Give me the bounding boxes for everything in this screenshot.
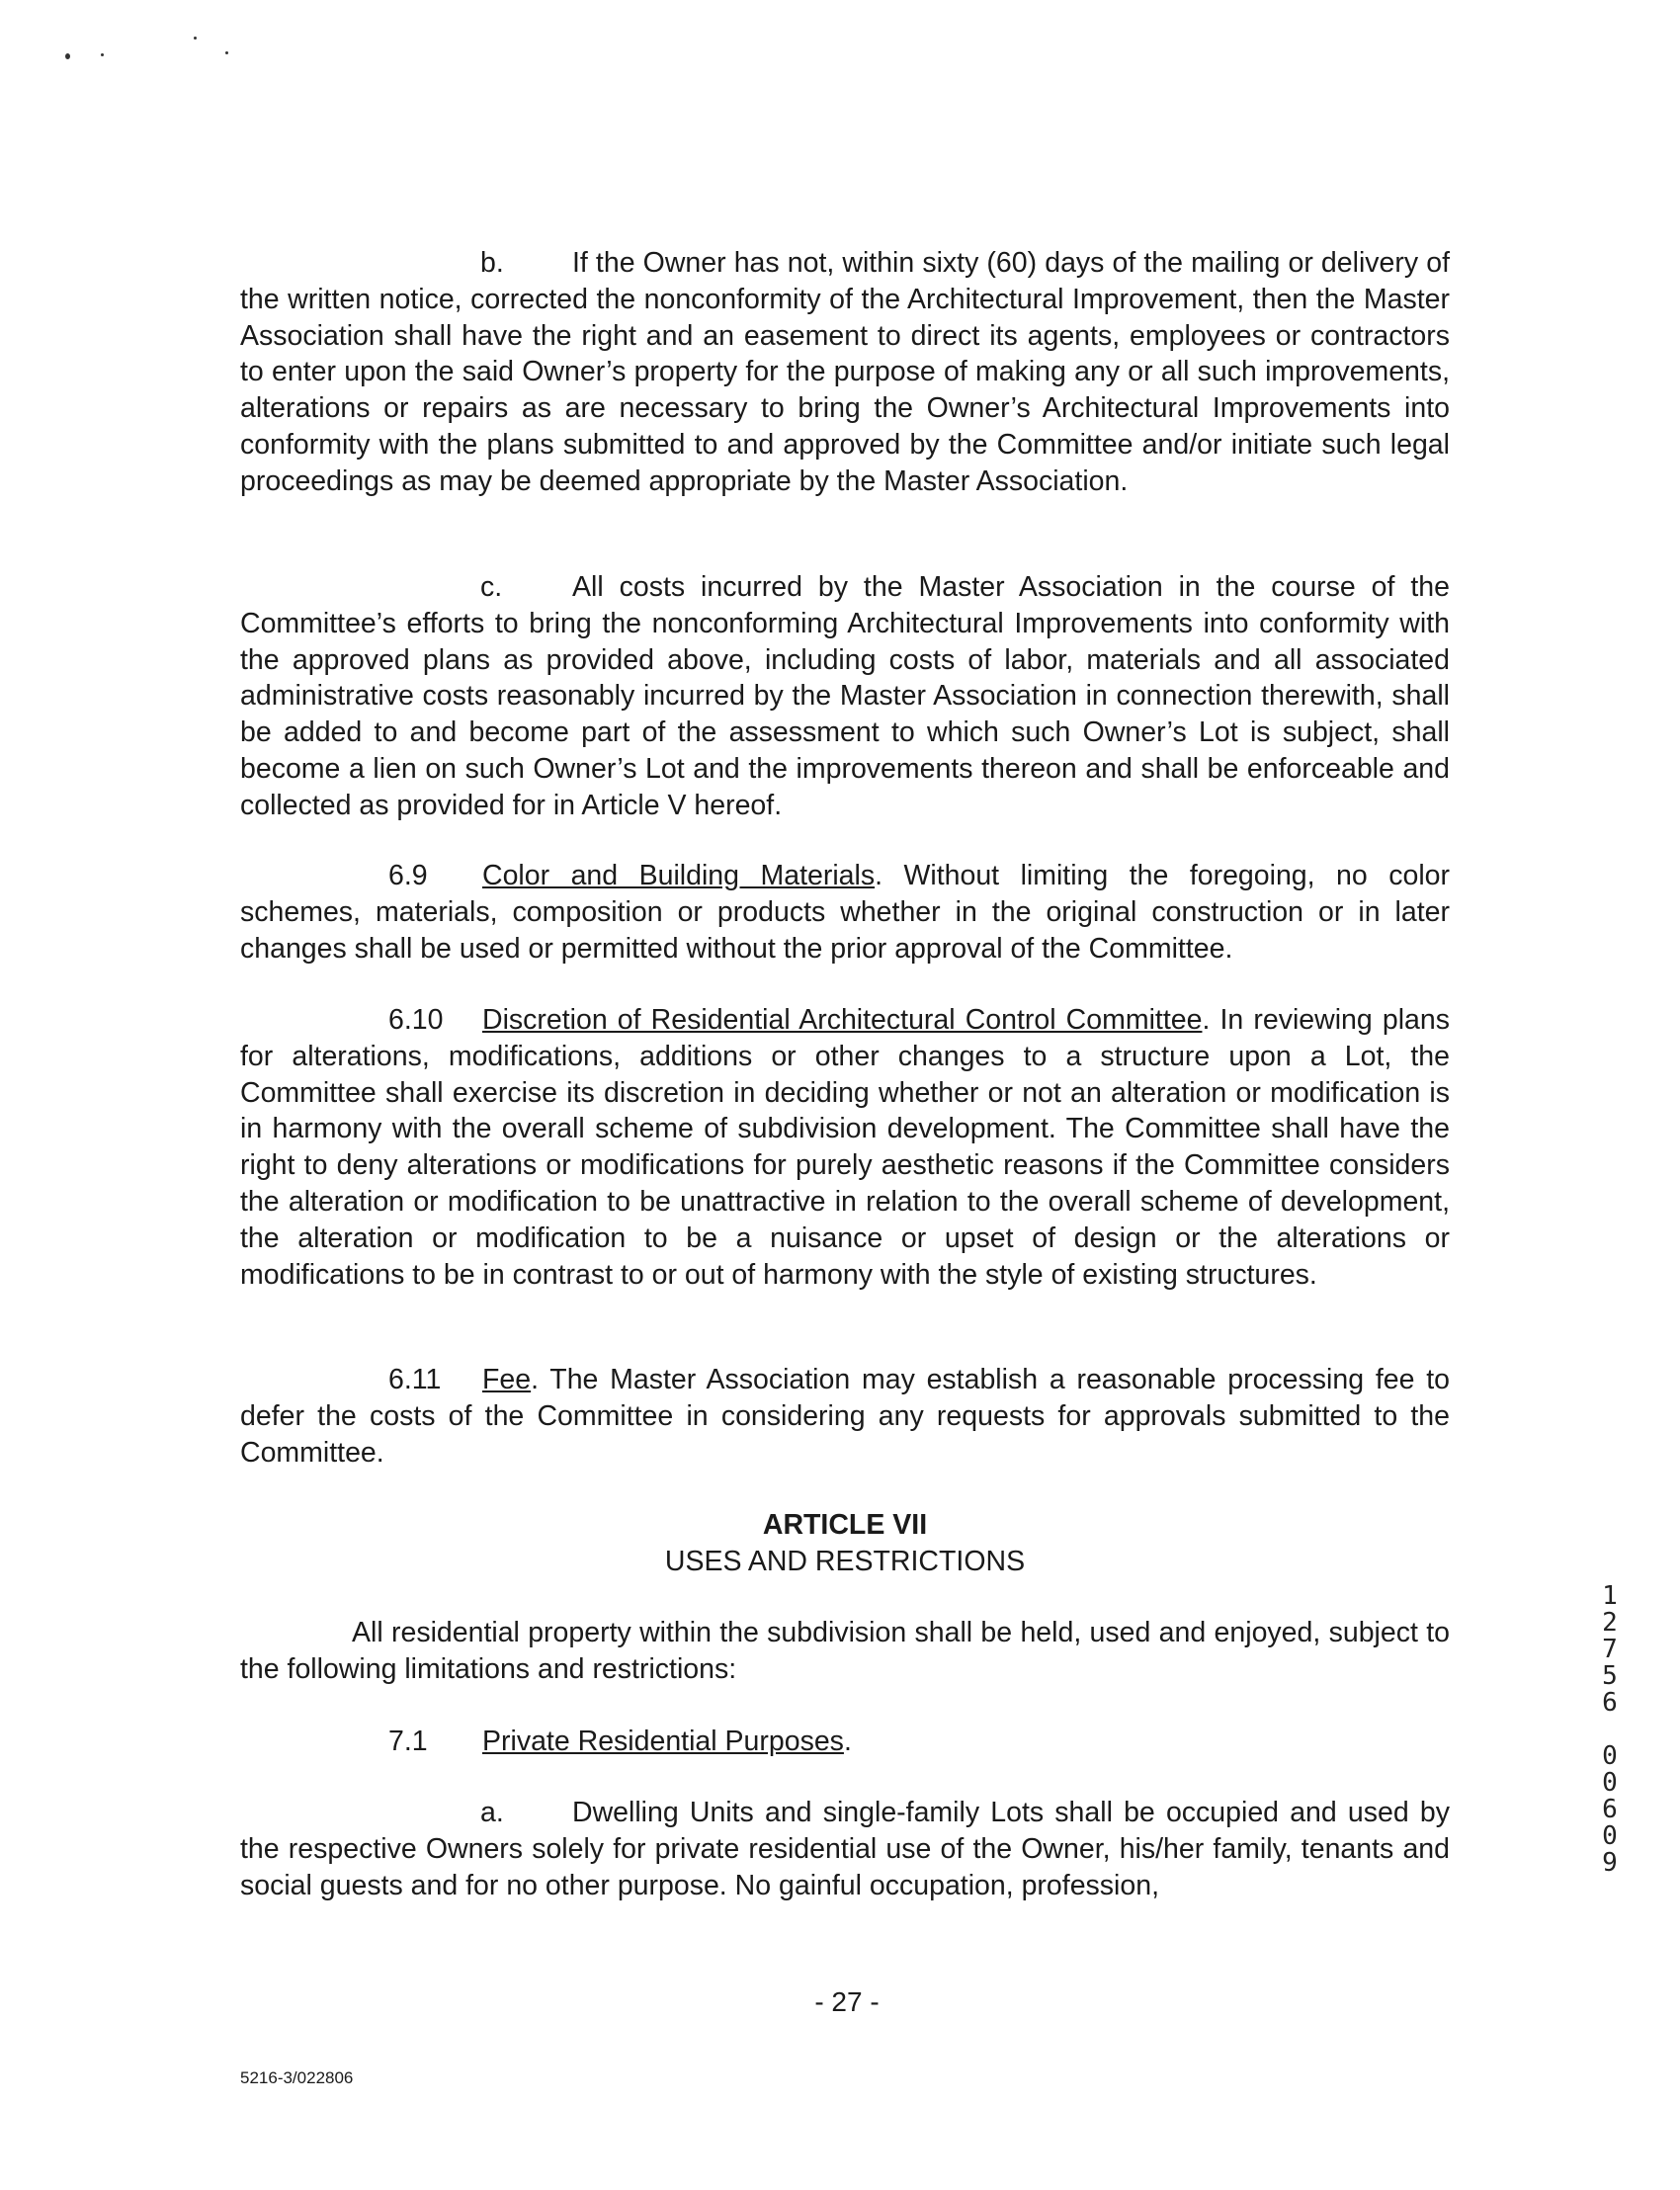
section-7-1 bbox=[240, 1724, 1450, 1760]
article-title: ARTICLE VII bbox=[762, 1509, 928, 1541]
paragraph-a bbox=[240, 1795, 1450, 1903]
section-heading: Fee bbox=[482, 1364, 532, 1395]
stamp-digit: 2 bbox=[1602, 1608, 1618, 1638]
scan-speck bbox=[194, 37, 197, 40]
stamp-digit: 1 bbox=[1602, 1581, 1618, 1611]
scan-speck bbox=[101, 53, 104, 56]
section-number: 7.1 bbox=[388, 1726, 428, 1757]
section-number: 6.10 bbox=[388, 1004, 444, 1036]
recording-stamp bbox=[1592, 1583, 1628, 1877]
section-text: . Without limiting the foregoing, no color schemes, materials, composition or products whether in the original construction or in later changes shall be used or permitted without the prior approval of the Committee. bbox=[240, 860, 1450, 965]
paragraph-marker: c. bbox=[480, 571, 503, 603]
stamp-digit: 0 bbox=[1602, 1768, 1618, 1798]
page-number: - 27 - bbox=[814, 1986, 880, 2017]
stamp-digit: 7 bbox=[1602, 1635, 1618, 1664]
article-subtitle: USES AND RESTRICTIONS bbox=[664, 1546, 1026, 1577]
scan-speck bbox=[225, 51, 228, 54]
paragraph-marker: b. bbox=[480, 247, 504, 279]
section-text: . The Master Association may establish a reasonable processing fee to defer the costs of the Committee in considering any requests for approvals submitted to the Committee. bbox=[240, 1364, 1450, 1469]
paragraph-c bbox=[240, 569, 1450, 824]
section-number: 6.9 bbox=[388, 860, 428, 891]
stamp-digit: 6 bbox=[1602, 1688, 1618, 1718]
section-heading: Discretion of Residential Architectural Control Committee bbox=[482, 1004, 1203, 1036]
section-6-9 bbox=[240, 858, 1450, 967]
stamp-digit: 5 bbox=[1602, 1661, 1618, 1691]
stamp-gap bbox=[1592, 1717, 1628, 1743]
paragraph-b bbox=[240, 245, 1450, 500]
section-number: 6.11 bbox=[388, 1364, 442, 1395]
paragraph-text: Dwelling Units and single-family Lots shall be occupied and used by the respective Owners solely for private residential use of the Owner, his/her family, tenants and social guests and for no other purpose. No gainful occupation, profession, bbox=[240, 1797, 1450, 1901]
stamp-digit: 9 bbox=[1602, 1848, 1618, 1878]
scan-speck bbox=[65, 53, 70, 59]
paragraph-text: All costs incurred by the Master Association in the course of the Committee’s efforts to bring the nonconforming Architectural Improvements into conformity with the approved plans as provided above, including costs of labor, materials and all associated administrative costs reasonably incurred by the Master Association in connection therewith, shall be added to and become part of the assessment to which such Owner’s Lot is subject, shall become a lien on such Owner’s Lot and the improvements thereon and shall be enforceable and collected as provided for in Article V hereof. bbox=[240, 571, 1450, 821]
article-intro: All residential property within the subdivision shall be held, used and enjoyed, subject to the following limitations and restrictions: bbox=[240, 1617, 1450, 1685]
section-6-11 bbox=[240, 1362, 1450, 1471]
section-heading: Private Residential Purposes bbox=[482, 1726, 844, 1757]
stamp-digit: 0 bbox=[1602, 1821, 1618, 1851]
stamp-digit: 0 bbox=[1602, 1741, 1618, 1771]
section-text: . bbox=[843, 1726, 852, 1757]
document-code: 5216-3/022806 bbox=[240, 2068, 354, 2087]
section-heading: Color and Building Materials bbox=[482, 860, 876, 891]
stamp-digit: 6 bbox=[1602, 1795, 1618, 1824]
paragraph-marker: a. bbox=[480, 1797, 504, 1828]
paragraph-text: If the Owner has not, within sixty (60) days of the mailing or delivery of the written notice, corrected the nonconformity of the Architectural Improvement, then the Master Association shall have the right and an easement to direct its agents, employees or contractors to enter upon the said Owner’s property for the purpose of making any or all such improvements, alterations or repairs as are necessary to bring the Owner’s Architectural Improvements into conformity with the plans submitted to and approved by the Committee and/or initiate such legal proceedings as may be deemed appropriate by the Master Association. bbox=[240, 247, 1450, 497]
section-text: . In reviewing plans for alterations, modifications, additions or other changes to a structure upon a Lot, the Committee shall exercise its discretion in deciding whether or not an alteration or modification is in harmony with the overall scheme of subdivision development. The Committee shall have the right to deny alterations or modifications for purely aesthetic reasons if the Committee considers the alteration or modification to be unattractive in relation to the overall scheme of development, the alteration or modification to be a nuisance or upset of design or the alterations or modifications to be in contrast to or out of harmony with the style of existing structures. bbox=[240, 1004, 1450, 1291]
section-6-10 bbox=[240, 1002, 1450, 1293]
